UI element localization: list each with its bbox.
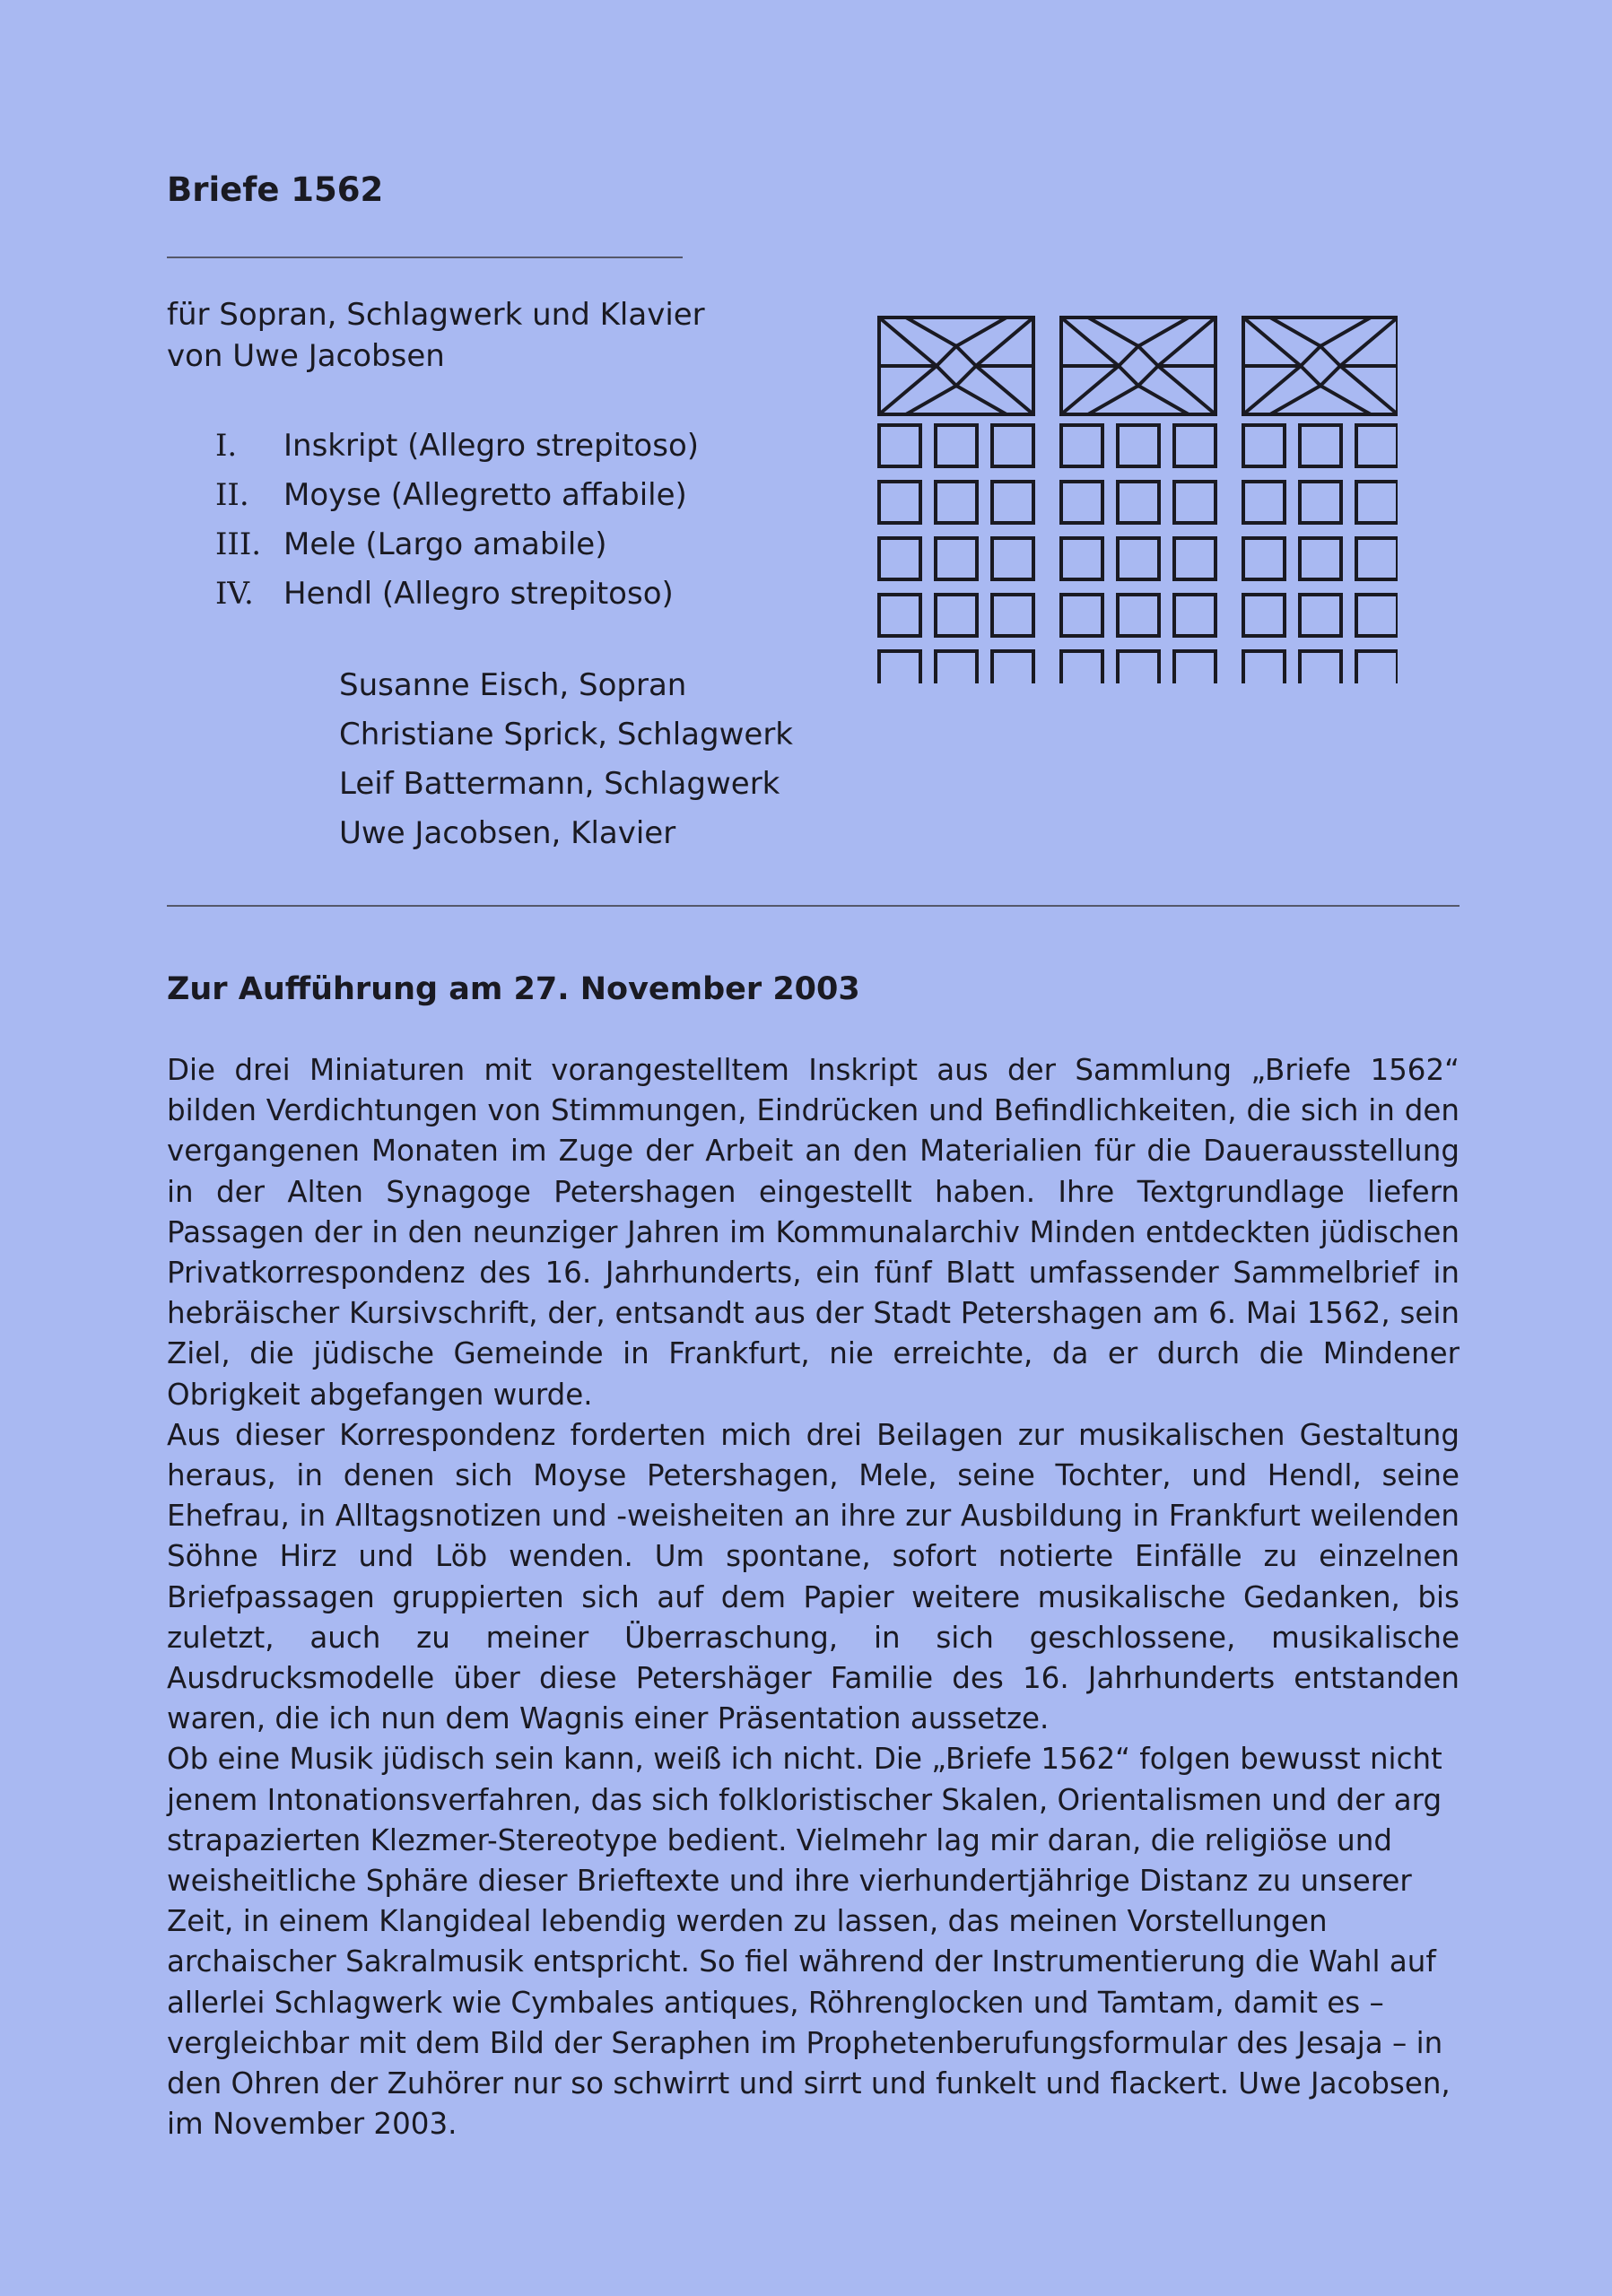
ornament-square	[936, 538, 977, 579]
ornament-square	[1300, 651, 1341, 683]
movement-title: Mele (Largo amabile)	[283, 526, 607, 562]
ornament-square	[992, 651, 1033, 683]
ornament-diamond	[1301, 346, 1340, 386]
ornament-square	[1243, 425, 1285, 466]
subtitle	[167, 294, 705, 377]
ornament-square	[879, 595, 920, 636]
ornament-square	[1118, 425, 1159, 466]
ornament-square	[1061, 482, 1102, 523]
ornament-square	[1118, 482, 1159, 523]
ornament-square	[879, 482, 920, 523]
ornament-square	[1300, 425, 1341, 466]
ornament-square	[1061, 651, 1102, 683]
movement-list	[215, 422, 699, 619]
paragraph: Die drei Miniaturen mit vorangestelltem Inskript aus der Sammlung „Briefe 1562“ bilden Verdichtungen von Stimmungen, Eindrücken und Befindlichkeiten, die sich in den vergangenen Monaten im Zuge der Arbeit an den Materialien für die Dauerausstellung in der Alten Synagoge Petershagen eingestellt haben. Ihre Textgrundlage liefern Passagen der in den neunziger Jahren im Kommunalarchiv Minden entdeckten jüdischen Privatkorrespondenz des 16. Jahrhunderts, ein fünf Blatt umfassender Sammelbrief in hebräischer Kursivschrift, der, entsandt aus der Stadt Petershagen am 6. Mai 1562, sein Ziel, die jüdische Gemeinde in Frankfurt, nie erreichte, da er durch die Mindener Obrigkeit abgefangen wurde.	[167, 1053, 1460, 1412]
performer-item: Susanne Eisch, Sopran	[339, 667, 687, 703]
performer-item: Leif Battermann, Schlagwerk	[339, 766, 780, 802]
ornament-square	[1356, 538, 1398, 579]
performer-item: Uwe Jacobsen, Klavier	[339, 815, 676, 851]
ornament-diamond	[1119, 346, 1158, 386]
movement-item	[215, 570, 699, 619]
movement-item	[215, 422, 699, 471]
movement-number: III.	[215, 526, 262, 562]
movement-number: I.	[215, 428, 238, 464]
movement-number: IV.	[215, 576, 254, 612]
ornament-square	[936, 651, 977, 683]
ornament-square	[1118, 595, 1159, 636]
ornament-square	[1174, 425, 1216, 466]
paragraph: Aus dieser Korrespondenz forderten mich drei Beilagen zur musikalischen Gestaltung heraus, in denen sich Moyse Petershagen, Mele, seine Tochter, und Hendl, seine Ehefrau, in Alltagsnotizen und -weisheiten an ihre zur Ausbildung in Frankfurt weilenden Söhne Hirz und Löb wenden. Um spontane, sofort notierte Einfälle zu einzelnen Briefpassagen gruppierten sich auf dem Papier weitere musikalische Gedanken, bis zuletzt, auch zu meiner Überraschung, in sich geschlossene, musikalische Ausdrucksmodelle über diese Petershäger Familie des 16. Jahrhunderts entstanden waren, die ich nun dem Wagnis einer Präsentation aussetze.	[167, 1417, 1460, 1736]
ornament-lattice-line	[906, 386, 1006, 414]
ornament-lattice-line	[1088, 317, 1189, 346]
ornament-square	[936, 595, 977, 636]
ornament-square	[1300, 595, 1341, 636]
ornament-square	[1356, 425, 1398, 466]
ornament-square	[1118, 651, 1159, 683]
body-text	[167, 1050, 1460, 2144]
movement-title: Hendl (Allegro strepitoso)	[283, 576, 674, 612]
ornament-square	[879, 425, 920, 466]
ornament-square	[1174, 482, 1216, 523]
ornament-square	[936, 482, 977, 523]
page-title: Briefe 1562	[167, 170, 384, 209]
ornament-square	[1300, 538, 1341, 579]
movement-title: Moyse (Allegretto affabile)	[283, 477, 687, 513]
ornament-lattice-line	[1270, 317, 1371, 346]
ornament-lattice-line	[1088, 386, 1189, 414]
ornament-square	[1174, 595, 1216, 636]
ornament-square	[936, 425, 977, 466]
ornament-square	[1061, 595, 1102, 636]
ornament-square	[1300, 482, 1341, 523]
ornament-square	[992, 538, 1033, 579]
paragraph: Ob eine Musik jüdisch sein kann, weiß ich nicht. Die „Briefe 1562“ folgen bewusst nicht jenem Intonationsverfahren, das sich folkloristischer Skalen, Orientalismen und der arg strapazierten Klezmer-Stereotype bedient. Vielmehr lag mir daran, die religiöse und weisheitliche Sphäre dieser Brieftexte und ihre vierhundertjährige Distanz zu unserer Zeit, in einem Klangideal lebendig werden zu lassen, das meinen Vorstellungen archaischer Sakralmusik entspricht. So fiel während der Instrumentierung die Wahl auf allerlei Schlagwerk wie Cymbales antiques, Röhrenglocken und Tamtam, damit es – vergleichbar mit dem Bild der Seraphen im Prophetenberufungsformular des Jesaja – in den Ohren der Zuhörer nur so schwirrt und sirrt und funkelt und flackert. Uwe Jacobsen, im November 2003.	[167, 1742, 1451, 2142]
ornament-square	[1061, 425, 1102, 466]
ornament-square	[1243, 538, 1285, 579]
movement-item	[215, 471, 699, 520]
performer-item: Christiane Sprick, Schlagwerk	[339, 717, 793, 752]
ornament-square	[1356, 595, 1398, 636]
ornament-square	[1243, 651, 1285, 683]
title-divider	[167, 257, 683, 258]
ornament-lattice-line	[906, 317, 1006, 346]
lattice-window-ornament-icon	[877, 316, 1398, 683]
movement-number: II.	[215, 477, 249, 513]
ornament-square	[992, 595, 1033, 636]
ornament-square	[1118, 538, 1159, 579]
ornament-square	[1174, 651, 1216, 683]
subtitle-line-instruments: für Sopran, Schlagwerk und Klavier	[167, 297, 705, 333]
ornament-square	[1356, 482, 1398, 523]
ornament-square	[992, 425, 1033, 466]
ornament-square	[879, 538, 920, 579]
ornament-square	[1243, 482, 1285, 523]
ornament-square	[1174, 538, 1216, 579]
ornament-square	[1061, 538, 1102, 579]
section-divider	[167, 905, 1460, 907]
ornament-lattice-line	[1270, 386, 1371, 414]
ornament-square	[879, 651, 920, 683]
section-heading: Zur Aufführung am 27. November 2003	[167, 971, 860, 1007]
performer-list	[339, 661, 793, 858]
ornament-square	[1356, 651, 1398, 683]
movement-title: Inskript (Allegro strepitoso)	[283, 428, 700, 464]
ornament-diamond	[937, 346, 976, 386]
movement-item	[215, 520, 699, 570]
ornament-square	[992, 482, 1033, 523]
subtitle-line-composer: von Uwe Jacobsen	[167, 338, 445, 374]
ornament-square	[1243, 595, 1285, 636]
